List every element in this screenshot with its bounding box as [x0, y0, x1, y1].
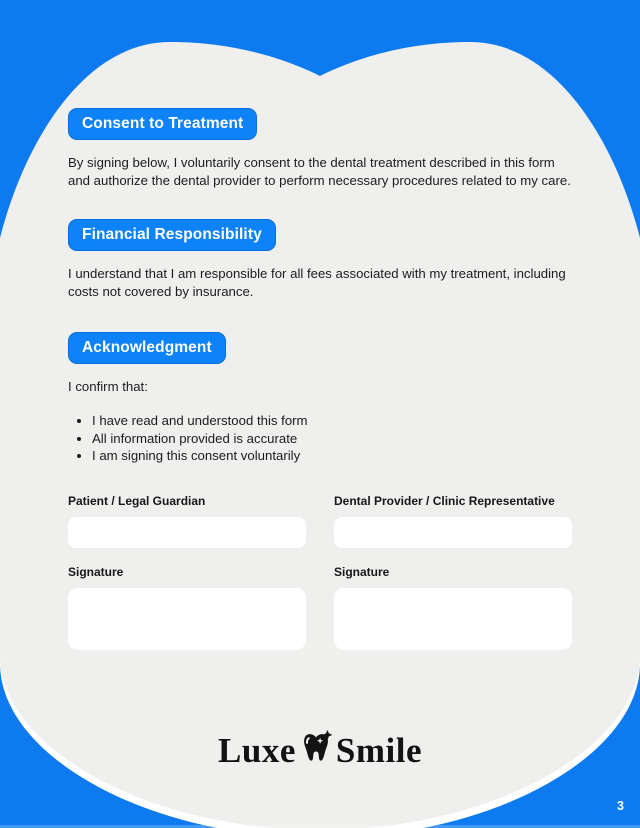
brand-word-left: Luxe: [218, 731, 296, 770]
tooth-sparkle-icon: [298, 730, 334, 766]
consent-body-text: By signing below, I voluntarily consent to the dental treatment described in this form and authorize the dental provider to perform necessary procedures related to my care.: [68, 155, 571, 188]
provider-signature-label: Signature: [334, 564, 390, 579]
provider-role-label: Dental Provider / Clinic Representative: [334, 493, 555, 508]
acknowledgment-heading-badge: Acknowledgment: [68, 332, 226, 364]
patient-signature-field[interactable]: [68, 588, 306, 650]
acknowledgment-intro-text: I confirm that:: [68, 379, 148, 394]
page-number: 3: [617, 799, 624, 813]
bullet-item: • I have read and understood this form: [92, 412, 572, 430]
signature-column-patient: [68, 494, 306, 650]
bullet-item: • I am signing this consent voluntarily: [92, 447, 572, 465]
section-consent-to-treatment: [68, 108, 572, 190]
patient-name-field[interactable]: [68, 517, 306, 548]
acknowledgment-bullet-list: [68, 412, 572, 465]
provider-name-field[interactable]: [334, 517, 572, 548]
signature-column-provider: [334, 494, 572, 650]
consent-heading-badge: Consent to Treatment: [68, 108, 257, 140]
bullet-item: • All information provided is accurate: [92, 430, 572, 448]
form-content: [68, 108, 572, 650]
signature-area: [68, 494, 572, 650]
financial-body-text: I understand that I am responsible for all fees associated with my treatment, including costs not covered by insurance.: [68, 266, 566, 299]
patient-role-label: Patient / Legal Guardian: [68, 493, 206, 508]
section-acknowledgment: [68, 332, 572, 465]
patient-signature-label: Signature: [68, 564, 124, 579]
brand-word-right: Smile: [335, 731, 422, 770]
brand-logo: [0, 731, 640, 771]
financial-heading-badge: Financial Responsibility: [68, 219, 276, 251]
section-financial-responsibility: [68, 219, 572, 301]
provider-signature-field[interactable]: [334, 588, 572, 650]
